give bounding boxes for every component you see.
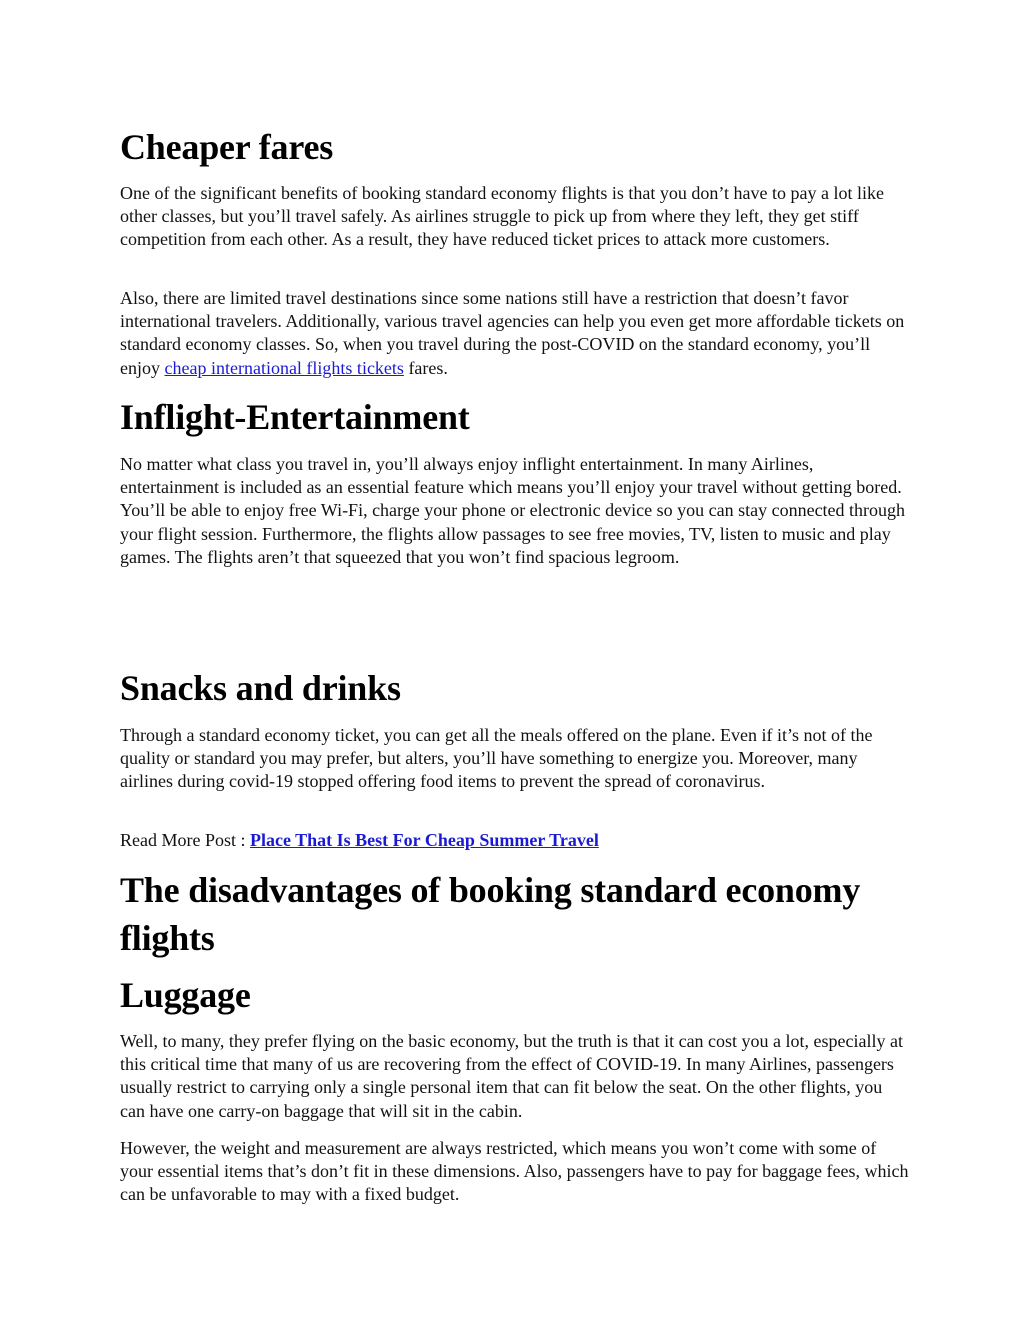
paragraph-inflight-1: No matter what class you travel in, you’ll always enjoy inflight entertainment. In many Airlines, entertainment is included as an essential feature which means you’ll enjoy your travel without getting bored. You’ll be able to enjoy free Wi-Fi, charge your phone or electronic device so you can stay connected through your flight session. Furthermore, the flights allow passages to see free movies, TV, listen to music and play games. The flights aren’t that squeezed that you won’t find spacious legroom. xyxy=(120,454,906,567)
paragraph-text: fares. xyxy=(403,357,448,378)
paragraph-snacks-1: Through a standard economy ticket, you can get all the meals offered on the plane. Even if it’s not of the quality or standard you may prefer, but alters, you’ll have something to energize you. Moreover, many airlines during covid-19 stopped offering food items to prevent the spread of coronavirus. xyxy=(120,725,873,792)
paragraph-cheaper-fares-1: One of the significant benefits of booking standard economy flights is that you don’t have to pay a lot like other classes, but you’ll travel safely. As airlines struggle to pick up from where they left, they get stiff competition from each other. As a result, they have reduced ticket prices to attack more customers. xyxy=(120,183,885,250)
paragraph-cheaper-fares-2 xyxy=(120,287,910,380)
heading-luggage: Luggage xyxy=(120,975,251,1015)
read-more-line xyxy=(120,829,910,852)
heading-disadvantages: The disadvantages of booking standard economy flights xyxy=(120,870,861,958)
read-more-link[interactable]: Place That Is Best For Cheap Summer Travel xyxy=(250,830,599,850)
heading-inflight-entertainment: Inflight-Entertainment xyxy=(120,397,470,437)
paragraph-luggage-1: Well, to many, they prefer flying on the basic economy, but the truth is that it can cost you a lot, especially at this critical time that many of us are recovering from the effect of COVID-19. In many Airlines, passengers usually restrict to carrying only a single personal item that can fit below the seat. On the other flights, you can have one carry-on baggage that will sit in the cabin. xyxy=(120,1031,903,1121)
heading-snacks-and-drinks: Snacks and drinks xyxy=(120,668,401,708)
read-more-label: Read More Post : xyxy=(120,830,250,850)
cheap-international-flights-link[interactable]: cheap international flights tickets xyxy=(164,357,404,378)
paragraph-luggage-2: However, the weight and measurement are always restricted, which means you won’t come with some of your essential items that’s don’t fit in these dimensions. Also, passengers have to pay for baggage fees, which can be unfavorable to may with a fixed budget. xyxy=(120,1138,909,1205)
heading-cheaper-fares: Cheaper fares xyxy=(120,127,334,167)
paragraph-text: Also, there are limited travel destinations since some nations still have a restriction that doesn’t favor international travelers. Additionally, various travel agencies can help you even get more affordable tickets on standard economy classes. So, when you travel during the post-COVID on the standard economy, you’ll enjoy xyxy=(120,288,905,378)
